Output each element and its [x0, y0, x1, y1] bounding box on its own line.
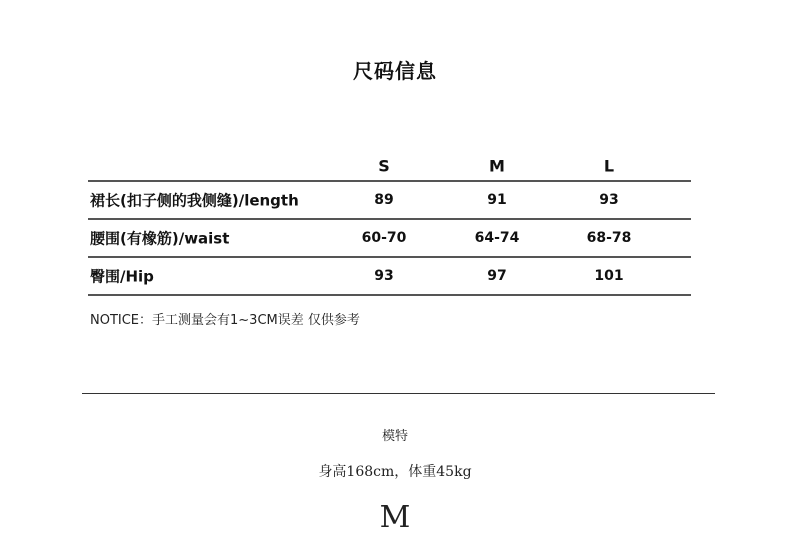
cell-waist-l: 68-78: [586, 230, 632, 246]
model-size: M: [379, 500, 411, 535]
column-header-m: M: [489, 156, 505, 176]
row-label-length: 裙长(扣子侧的我侧缝)/length: [90, 191, 299, 210]
table-row: [88, 182, 691, 218]
row-label-waist: 腰围(有橡筋)/waist: [90, 229, 230, 248]
page-title: 尺码信息: [353, 59, 437, 83]
cell-length-s: 89: [374, 192, 394, 208]
model-stats: 身高168cm，体重45kg: [318, 464, 472, 480]
notice-text: NOTICE：手工测量会有1~3CM误差 仅供参考: [90, 313, 360, 328]
table-row: [88, 258, 691, 294]
column-header-l: L: [603, 156, 615, 176]
cell-length-m: 91: [487, 192, 507, 208]
column-header-s: S: [378, 156, 390, 176]
table-row: [88, 220, 691, 256]
cell-waist-m: 64-74: [474, 230, 520, 246]
size-table: [88, 150, 691, 296]
row-label-hip: 臀围/Hip: [90, 267, 154, 286]
cell-hip-m: 97: [487, 268, 507, 284]
section-divider: [82, 393, 715, 394]
cell-hip-s: 93: [374, 268, 394, 284]
model-label: 模特: [381, 429, 408, 444]
cell-length-l: 93: [599, 192, 619, 208]
table-divider: [88, 294, 691, 296]
table-header: [88, 150, 691, 180]
cell-hip-l: 101: [594, 268, 624, 284]
cell-waist-s: 60-70: [361, 230, 407, 246]
